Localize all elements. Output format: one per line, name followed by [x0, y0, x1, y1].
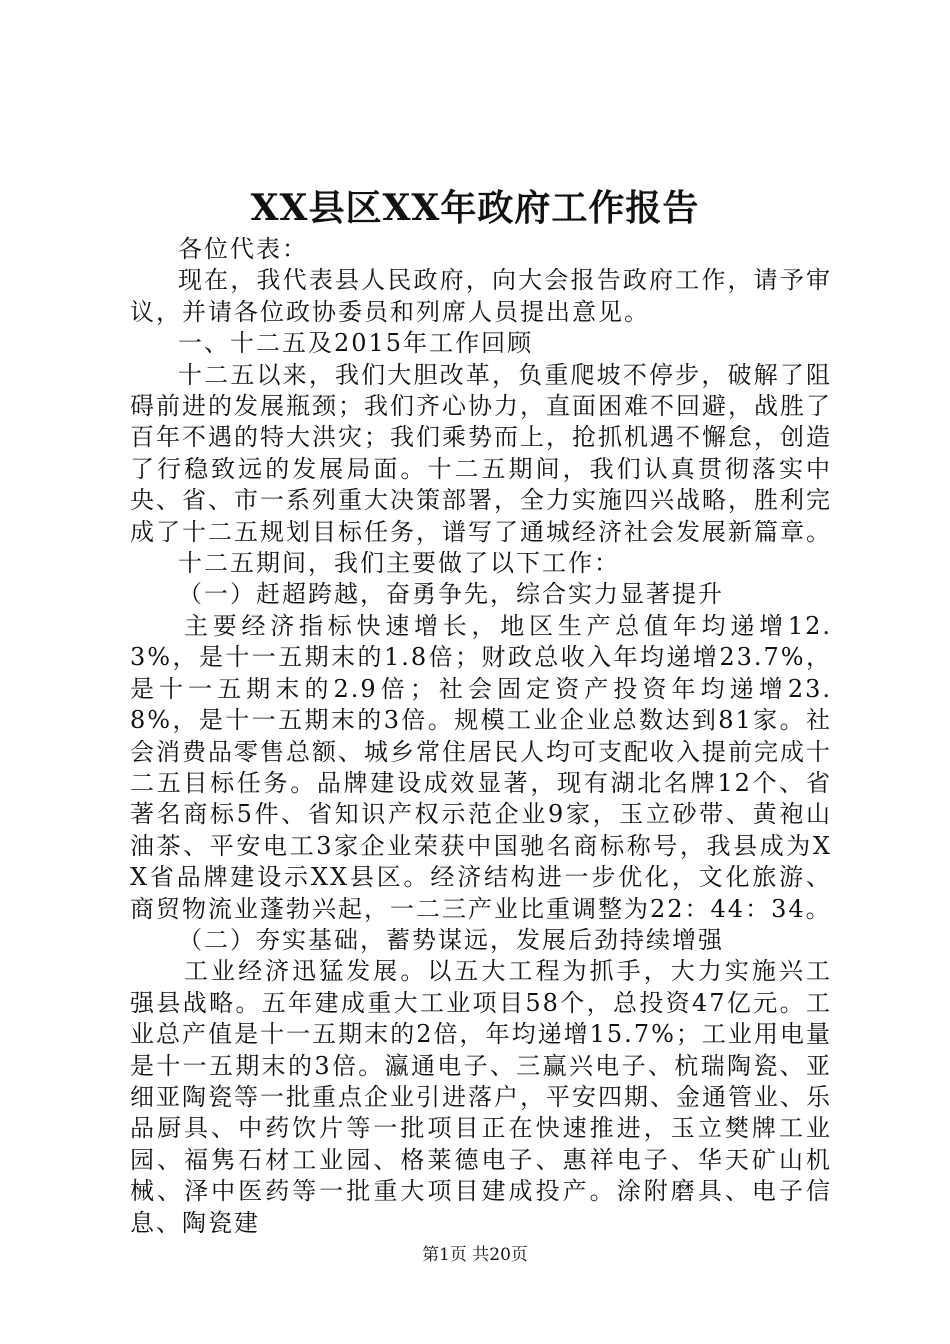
paragraph-economic-indicators: 主要经济指标快速增长，地区生产总值年均递增12.3%，是十一五期末的1.8倍；财政总收入年均递增23.7%，是十一五期末的2.9倍；社会固定资产投资年均递增23.8%，是十一五期末的3倍。规模工业企业总数达到81家。社会消费品零售总额、城乡常住居民人均可支配收入提前完成十二五目标任务。品牌建设成效显著，现有湖北名牌12个、省著名商标5件、省知识产权示范企业9家，玉立砂带、黄袍山油茶、平安电工3家企业荣获中国驰名商标称号，我县成为XX省品牌建设示XX县区。经济结构进一步优化，文化旅游、商贸物流业蓬勃兴起，一二三产业比重调整为22：44：34。: [130, 611, 832, 923]
section-heading-review: 一、十二五及2015年工作回顾: [178, 329, 534, 358]
paragraph-salutation: 各位代表：: [178, 235, 308, 263]
paragraph-intro: 现在，我代表县人民政府，向大会报告政府工作，请予审议，并请各位政协委员和列席人员提出意见。: [130, 266, 832, 326]
page-footer: 第1页 共20页: [422, 1245, 528, 1265]
paragraph-industry: 工业经济迅猛发展。以五大工程为抓手，大力实施兴工强县战略。五年建成重大工业项目58个，总投资47亿元。工业总产值是十一五期末的2倍，年均递增15.7%；工业用电量是十一五期末的3倍。瀛通电子、三赢兴电子、杭瑞陶瓷、亚细亚陶瓷等一批重点企业引进落户，平安四期、金通管业、乐品厨具、中药饮片等一批项目正在快速推进，玉立樊牌工业园、福隽石材工业园、格莱德电子、惠祥电子、华天矿山机械、泽中医药等一批重大项目建成投产。涂附磨具、电子信息、陶瓷建: [130, 957, 832, 1237]
subheading-foundation: （二）夯实基础，蓄势谋远，发展后劲持续增强: [178, 925, 724, 954]
paragraph-work-lead: 十二五期间，我们主要做了以下工作：: [178, 549, 620, 578]
document-title: XX县区XX年政府工作报告: [250, 187, 700, 229]
document-body: [130, 234, 832, 1239]
paragraph-review-summary: 十二五以来，我们大胆改革，负重爬坡不停步，破解了阻碍前进的发展瓶颈；我们齐心协力，直面困难不回避，战胜了百年不遇的特大洪灾；我们乘势而上，抢抓机遇不懈怠，创造了行稳致远的发展局面。十二五期间，我们认真贯彻落实中央、省、市一系列重大决策部署，全力实施四兴战略，胜利完成了十二五规划目标任务，谱写了通城经济社会发展新篇章。: [130, 360, 832, 546]
subheading-strength: （一）赶超跨越，奋勇争先，综合实力显著提升: [178, 580, 724, 609]
